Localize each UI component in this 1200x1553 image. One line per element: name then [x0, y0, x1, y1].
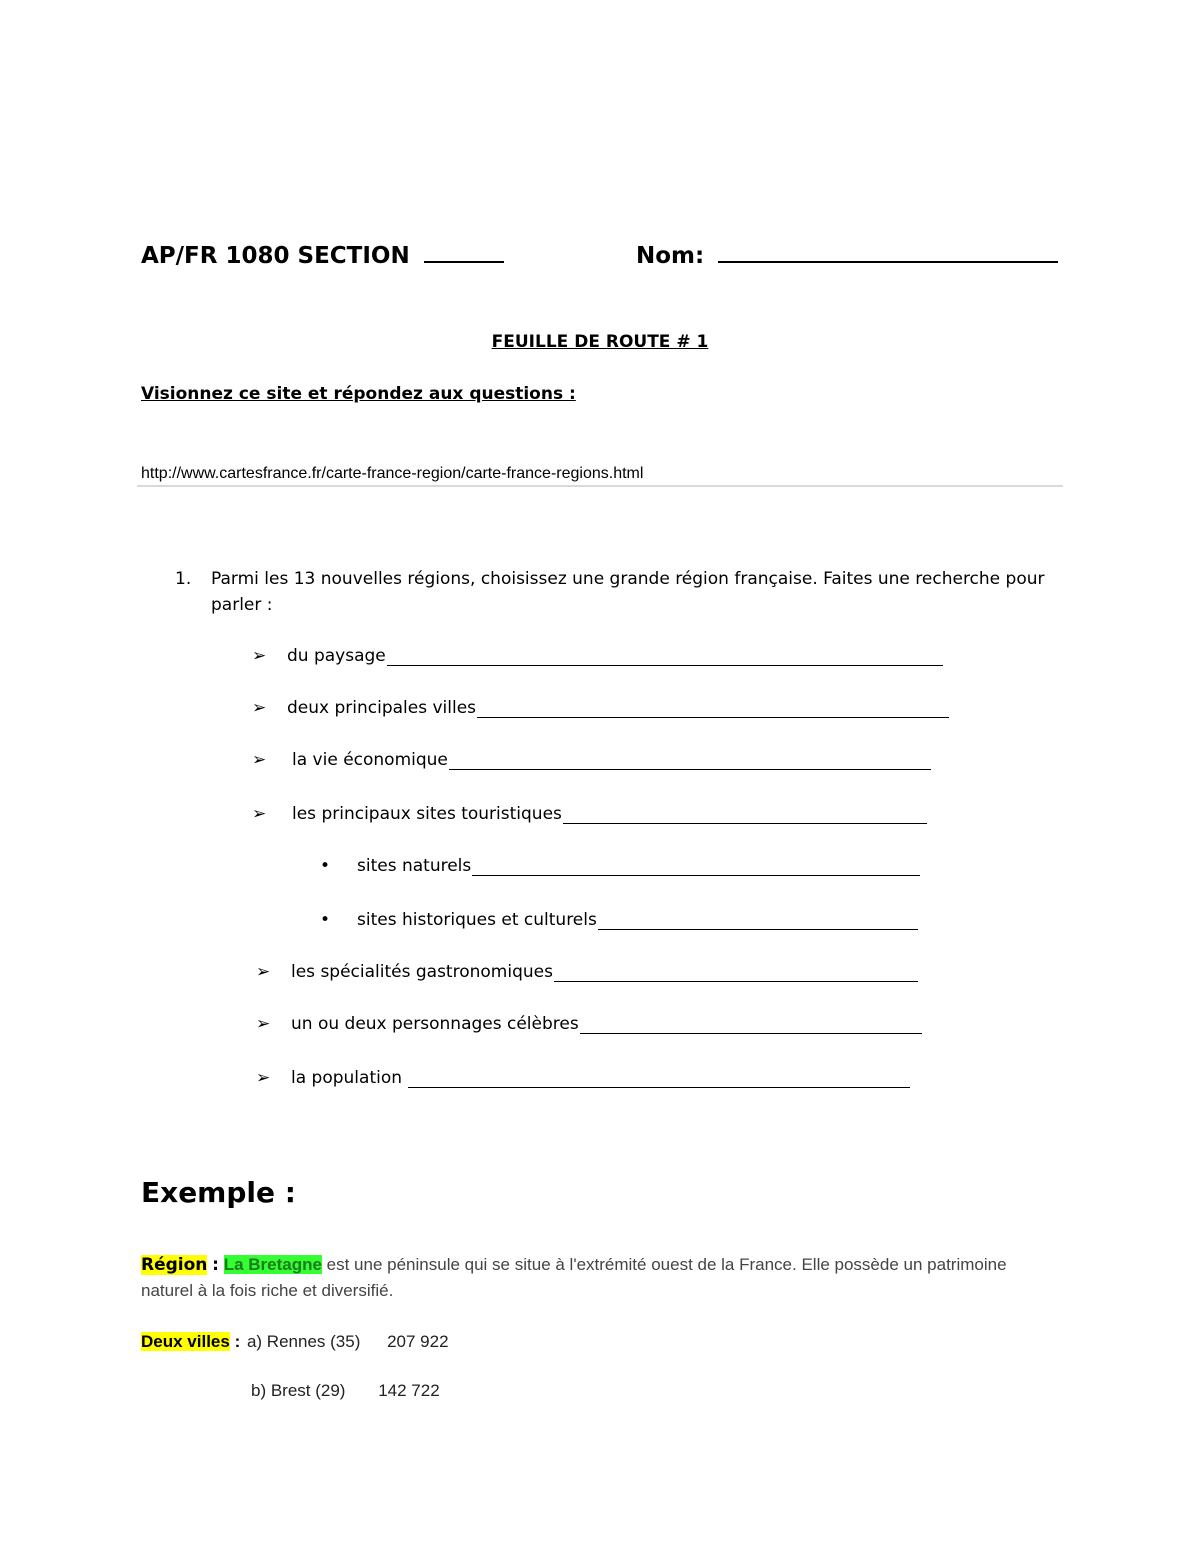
- arrow-bullet-icon: ➢: [256, 1014, 271, 1034]
- item-label: la population: [291, 1068, 403, 1088]
- arrow-bullet-icon: ➢: [252, 698, 267, 718]
- region-paragraph: [141, 1252, 1021, 1304]
- round-bullet-icon: •: [320, 856, 331, 876]
- item-label: du paysage: [287, 646, 386, 666]
- name-field-label: [636, 243, 1058, 269]
- list-item: [256, 1068, 910, 1088]
- arrow-bullet-icon: ➢: [256, 1068, 271, 1088]
- instruction: Visionnez ce site et répondez aux questions :: [141, 384, 576, 404]
- cities-colon: :: [234, 1332, 241, 1351]
- section-blank: [424, 243, 504, 263]
- item-label: sites naturels: [357, 856, 472, 876]
- example-heading: Exemple :: [141, 1176, 296, 1209]
- list-item: [320, 910, 918, 930]
- item-label: deux principales villes: [287, 698, 477, 718]
- answer-blank: [449, 751, 931, 770]
- region-label: Région: [141, 1255, 208, 1275]
- city-a-population: 207 922: [387, 1332, 449, 1351]
- question-text: Parmi les 13 nouvelles régions, choisissez une grande région française. Faites une recherche pour parler :: [211, 569, 1045, 615]
- answer-blank: [554, 963, 918, 982]
- region-description: est une péninsule qui se situe à l'extrémité ouest de la France. Elle possède un patrimoine naturel à la fois riche et diversifié.: [141, 1255, 1007, 1300]
- answer-blank: [598, 911, 918, 930]
- list-item: [256, 1014, 922, 1034]
- item-label: un ou deux personnages célèbres: [291, 1014, 579, 1034]
- list-item: [252, 698, 949, 718]
- arrow-bullet-icon: ➢: [252, 750, 267, 770]
- list-item: [252, 804, 927, 824]
- name-label: Nom:: [636, 243, 705, 269]
- cities-label: Deux villes: [141, 1332, 230, 1351]
- answer-blank: [387, 647, 943, 666]
- region-colon: :: [212, 1255, 219, 1275]
- page-title: FEUILLE DE ROUTE # 1: [491, 332, 709, 352]
- arrow-bullet-icon: ➢: [252, 804, 267, 824]
- item-label: les principaux sites touristiques: [292, 804, 562, 824]
- course-code: AP/FR 1080 SECTION: [141, 243, 410, 269]
- question-number: 1.: [175, 569, 192, 589]
- round-bullet-icon: •: [320, 910, 331, 930]
- city-b-population: 142 722: [378, 1381, 440, 1400]
- list-item: [252, 646, 943, 666]
- arrow-bullet-icon: ➢: [256, 962, 271, 982]
- item-label: les spécialités gastronomiques: [291, 962, 553, 982]
- list-item: [320, 856, 920, 876]
- divider: [137, 485, 1063, 487]
- arrow-bullet-icon: ➢: [252, 646, 267, 666]
- answer-blank: [472, 857, 920, 876]
- item-label: la vie économique: [292, 750, 448, 770]
- list-item: [252, 750, 931, 770]
- list-item: [256, 962, 918, 982]
- resource-url[interactable]: http://www.cartesfrance.fr/carte-france-region/carte-france-regions.html: [141, 465, 644, 482]
- answer-blank: [477, 699, 949, 718]
- region-name: La Bretagne: [223, 1255, 322, 1274]
- city-a: a) Rennes (35): [246, 1332, 361, 1351]
- answer-blank: [563, 805, 927, 824]
- city-b-line: [251, 1381, 440, 1401]
- city-b: b) Brest (29): [251, 1381, 346, 1400]
- answer-blank: [408, 1069, 910, 1088]
- course-section-label: [141, 243, 504, 269]
- answer-blank: [580, 1015, 922, 1034]
- cities-line: [141, 1332, 449, 1352]
- item-label: sites historiques et culturels: [357, 910, 597, 930]
- name-blank: [718, 243, 1058, 263]
